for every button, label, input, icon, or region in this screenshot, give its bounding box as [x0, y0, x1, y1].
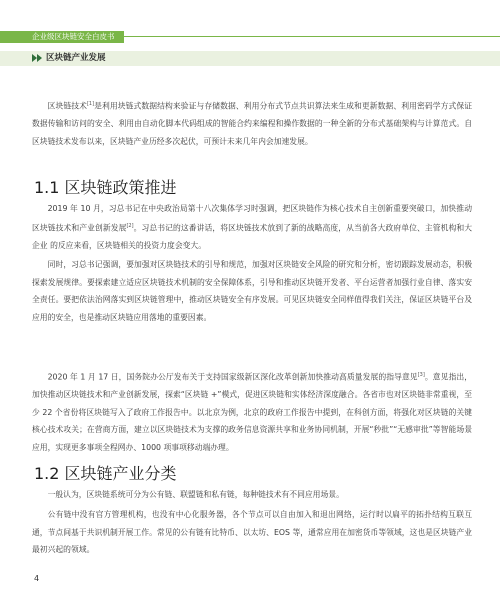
policy-p1-start: 2019 年 10 月，习总书记在中央政治局第十八次集体学习时强调，把区块链作为核心技术自主创新重要突破口，加快推动区块链技术和产业创新发展 [32, 204, 472, 233]
citation-2: [2] [126, 222, 134, 229]
policy-paragraph-3 [32, 367, 472, 457]
policy-p3-rest: 。意见指出，加快推动区块链技术和产业创新发展，探索“区块链 +”模式，促进区块链和实体经济深度融合。各省市也对区块链非常重视，至少 22 个省份将区块链写入了政府工作报告中。以北京为例，北京的政府工作报告中提到，在科创方面，将强化对区块链的关键核心技术攻关；在营商方面，建立以区块链技术为支撑的政务信息资源共享和业务协同机制，开展“秒批”“无感审批”等智能场景应用，实现更多事项全程网办、1000 项事项移动端办理。 [32, 372, 472, 452]
citation-1: [1] [86, 101, 95, 107]
double-arrow-icon-second [37, 54, 42, 62]
citation-3: [3] [417, 372, 425, 378]
policy-paragraph-2: 同时，习总书记强调，要加强对区块链技术的引导和规范，加强对区块链安全风险的研究和分析，密切跟踪发展动态，积极探索发展规律。要探索建立适应区块链技术机制的安全保障体系，引导和推动区块链开发者、平台运营者加强行业自律、落实安全责任。要把依法治网落实到区块链管理中，推动区块链安全有序发展。可见区块链安全同样值得我们关注，保证区块链平台及应用的安全，也是推动区块链应用落地的重要因素。 [32, 260, 472, 322]
section-title: 区块链产业发展 [46, 53, 106, 63]
policy-p3-start: 2020 年 1 月 17 日，国务院办公厅发布关于支持国家级新区深化改革创新加快推动高质量发展的指导意见 [47, 372, 418, 382]
policy-p1-rest: 。习总书记的这番讲话，将区块链技术放到了新的战略高度，从当前各大政府单位、主管机构和大企业 的反应来看，区块链相关的投资力度会变大。 [32, 223, 472, 250]
section-banner [0, 51, 500, 66]
heading-industry: 1.2 区块链产业分类 [34, 464, 177, 483]
header-rule [124, 36, 500, 37]
heading-policy: 1.1 区块链政策推进 [34, 178, 177, 197]
page-header [0, 0, 500, 50]
policy-paragraph-1 [32, 200, 472, 254]
intro-paragraph [32, 96, 472, 150]
industry-paragraph-1: 一般认为，区块链系统可分为公有链、联盟链和私有链，每种链技术有不同应用场景。 [47, 490, 344, 499]
page-number: 4 [34, 574, 40, 583]
intro-text-start: 区块链技术 [47, 101, 87, 111]
document-brand: 企业级区块链安全白皮书 [0, 31, 124, 43]
intro-text-rest: 是利用块链式数据结构来验证与存储数据、利用分布式节点共识算法来生成和更新数据、利用密码学方式保证数据传输和访问的安全、利用由自动化脚本代码组成的智能合约来编程和操作数据的一种全新的分布式基础架构与计算范式。自区块链技术发布以来，区块链产业历经多次起伏，可预计未来几年内会加速发展。 [32, 101, 473, 146]
industry-paragraph-2: 公有链中没有官方管理机构，也没有中心化服务器，各个节点可以自由加入和退出网络，运行时以扁平的拓扑结构互联互通，节点间基于共识机制开展工作。常见的公有链有比特币、以太坊、EOS 等，通常应用在加密货币等领域，这也是区块链产业最初兴起的领域。 [32, 510, 472, 555]
